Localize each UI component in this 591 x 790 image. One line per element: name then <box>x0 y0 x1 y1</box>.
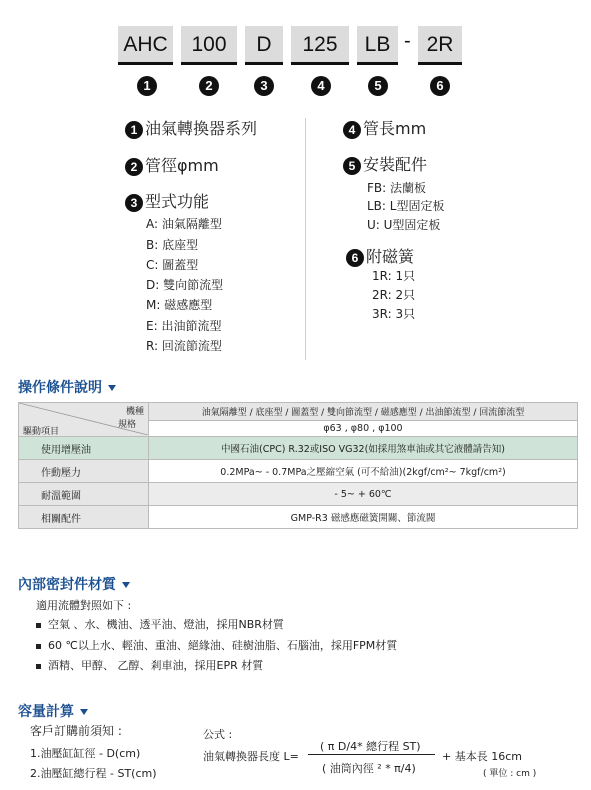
operating-table <box>18 402 578 529</box>
legend-number: 3 <box>125 194 143 212</box>
capacity-title-text: 容量計算 <box>18 704 74 720</box>
seal-item-text: 酒精、甲醇、 乙醇、剎車油，採用EPR 材質 <box>48 659 264 672</box>
capacity-notice: 客戶訂購前須知 : <box>30 724 122 738</box>
seal-intro: 適用流體對照如下 : <box>36 599 132 612</box>
type-option: B: 底座型 <box>146 238 199 252</box>
seal-section-title <box>18 574 130 594</box>
model-header-label: 機種 <box>125 407 144 417</box>
triangle-down-icon <box>108 385 116 391</box>
code-part-switch: 2R <box>418 26 462 65</box>
legend-divider <box>305 118 306 360</box>
seal-item <box>36 637 397 653</box>
switch-option: 1R: 1只 <box>372 269 416 283</box>
formula-plus: + 基本長 16cm <box>442 750 522 763</box>
code-number-5: 5 <box>368 76 388 96</box>
mount-option: FB: 法蘭板 <box>367 181 426 195</box>
bullet-icon <box>36 623 41 628</box>
seal-item-text: 60 ℃以上水、輕油、重油、絕緣油、硅樹油脂、石腦油，採用FPM材質 <box>48 639 398 652</box>
legend-label: 管長mm <box>363 119 427 138</box>
code-number-2: 2 <box>199 76 219 96</box>
type-option: M: 磁感應型 <box>146 298 213 312</box>
legend-number: 1 <box>125 121 143 139</box>
seal-item <box>36 616 284 632</box>
type-option: D: 雙向節流型 <box>146 278 224 292</box>
formula-label: 公式 : <box>203 728 233 741</box>
drive-header-label: 驅動項目 <box>23 427 60 437</box>
bore-values-cell: φ63 , φ80 , φ100 <box>149 421 578 437</box>
legend-label: 油氣轉換器系列 <box>145 119 258 138</box>
table-row <box>19 460 578 483</box>
legend-number: 5 <box>343 157 361 175</box>
row-value: - 5~ + 60℃ <box>149 483 578 506</box>
triangle-down-icon <box>122 582 130 588</box>
seal-item <box>36 657 263 673</box>
mount-option: LB: L型固定板 <box>367 199 445 213</box>
row-value: GMP-R3 磁感應磁簧開關、節流閥 <box>149 506 578 529</box>
legend-label: 安裝配件 <box>363 155 428 174</box>
operating-title-text: 操作條件說明 <box>18 380 102 396</box>
fraction-bar <box>308 754 435 755</box>
row-value: 0.2MPa~ - 0.7MPa之壓縮空氣 (可不給油)(2kgf/cm²~ 7kgf/cm²) <box>149 460 578 483</box>
code-number-4: 4 <box>311 76 331 96</box>
bullet-icon <box>36 664 41 669</box>
code-number-6: 6 <box>430 76 450 96</box>
formula-denominator: ( 油筒內徑 ² * π/4) <box>322 762 416 775</box>
operating-section-title <box>18 377 116 397</box>
code-part-series: AHC <box>118 26 173 65</box>
bullet-icon <box>36 644 41 649</box>
table-corner-header <box>19 403 149 437</box>
legend-item-type <box>125 189 209 212</box>
models-header-cell: 油氣隔離型 / 底座型 / 圖蓋型 / 雙向節流型 / 磁感應型 / 出油節流型 / 回流節流型 <box>149 403 578 421</box>
row-label: 使用增壓油 <box>19 437 149 460</box>
seal-title-text: 內部密封件材質 <box>18 577 116 593</box>
table-row <box>19 506 578 529</box>
legend-item-switch <box>346 244 414 267</box>
triangle-down-icon <box>80 709 88 715</box>
table-row <box>19 437 578 460</box>
legend-label: 管徑φmm <box>145 156 219 175</box>
table-row <box>19 483 578 506</box>
code-part-type: D <box>245 26 283 65</box>
legend-number: 4 <box>343 121 361 139</box>
code-part-length: 125 <box>291 26 349 65</box>
legend-label: 附磁簧 <box>366 247 415 266</box>
spec-header-label: 規格 <box>117 420 136 430</box>
row-value: 中國石油(CPC) R.32或ISO VG32(如採用煞車油或其它液體請告知) <box>149 437 578 460</box>
switch-option: 3R: 3只 <box>372 307 416 321</box>
code-part-mount: LB <box>357 26 398 65</box>
code-part-bore: 100 <box>181 26 237 65</box>
type-option: A: 油氣隔離型 <box>146 217 222 231</box>
type-option: C: 圖蓋型 <box>146 258 199 272</box>
row-label: 作動壓力 <box>19 460 149 483</box>
legend-number: 6 <box>346 249 364 267</box>
legend-item-mount <box>343 152 427 175</box>
switch-option: 2R: 2只 <box>372 288 416 302</box>
capacity-section-title <box>18 701 88 721</box>
type-option: E: 出油節流型 <box>146 319 222 333</box>
seal-item-text: 空氣 、水、機油、透平油、燈油，採用NBR材質 <box>48 618 284 631</box>
legend-label: 型式功能 <box>145 192 210 211</box>
formula-numerator: ( π D/4* 總行程 ST) <box>320 740 421 753</box>
legend-item-length <box>343 116 426 139</box>
capacity-item: 1.油壓缸缸徑 - D(cm) <box>30 747 141 760</box>
mount-option: U: U型固定板 <box>367 218 441 232</box>
legend-item-bore <box>125 153 219 176</box>
formula-lhs: 油氣轉換器長度 L= <box>203 750 299 763</box>
code-dash: - <box>404 30 411 52</box>
row-label: 耐溫範圍 <box>19 483 149 506</box>
capacity-item: 2.油壓缸總行程 - ST(cm) <box>30 767 157 780</box>
legend-number: 2 <box>125 158 143 176</box>
legend-item-series <box>125 116 257 139</box>
code-number-1: 1 <box>137 76 157 96</box>
formula-unit: ( 單位 : cm ) <box>483 769 537 779</box>
code-number-3: 3 <box>254 76 274 96</box>
type-option: R: 回流節流型 <box>146 339 222 353</box>
row-label: 相關配件 <box>19 506 149 529</box>
